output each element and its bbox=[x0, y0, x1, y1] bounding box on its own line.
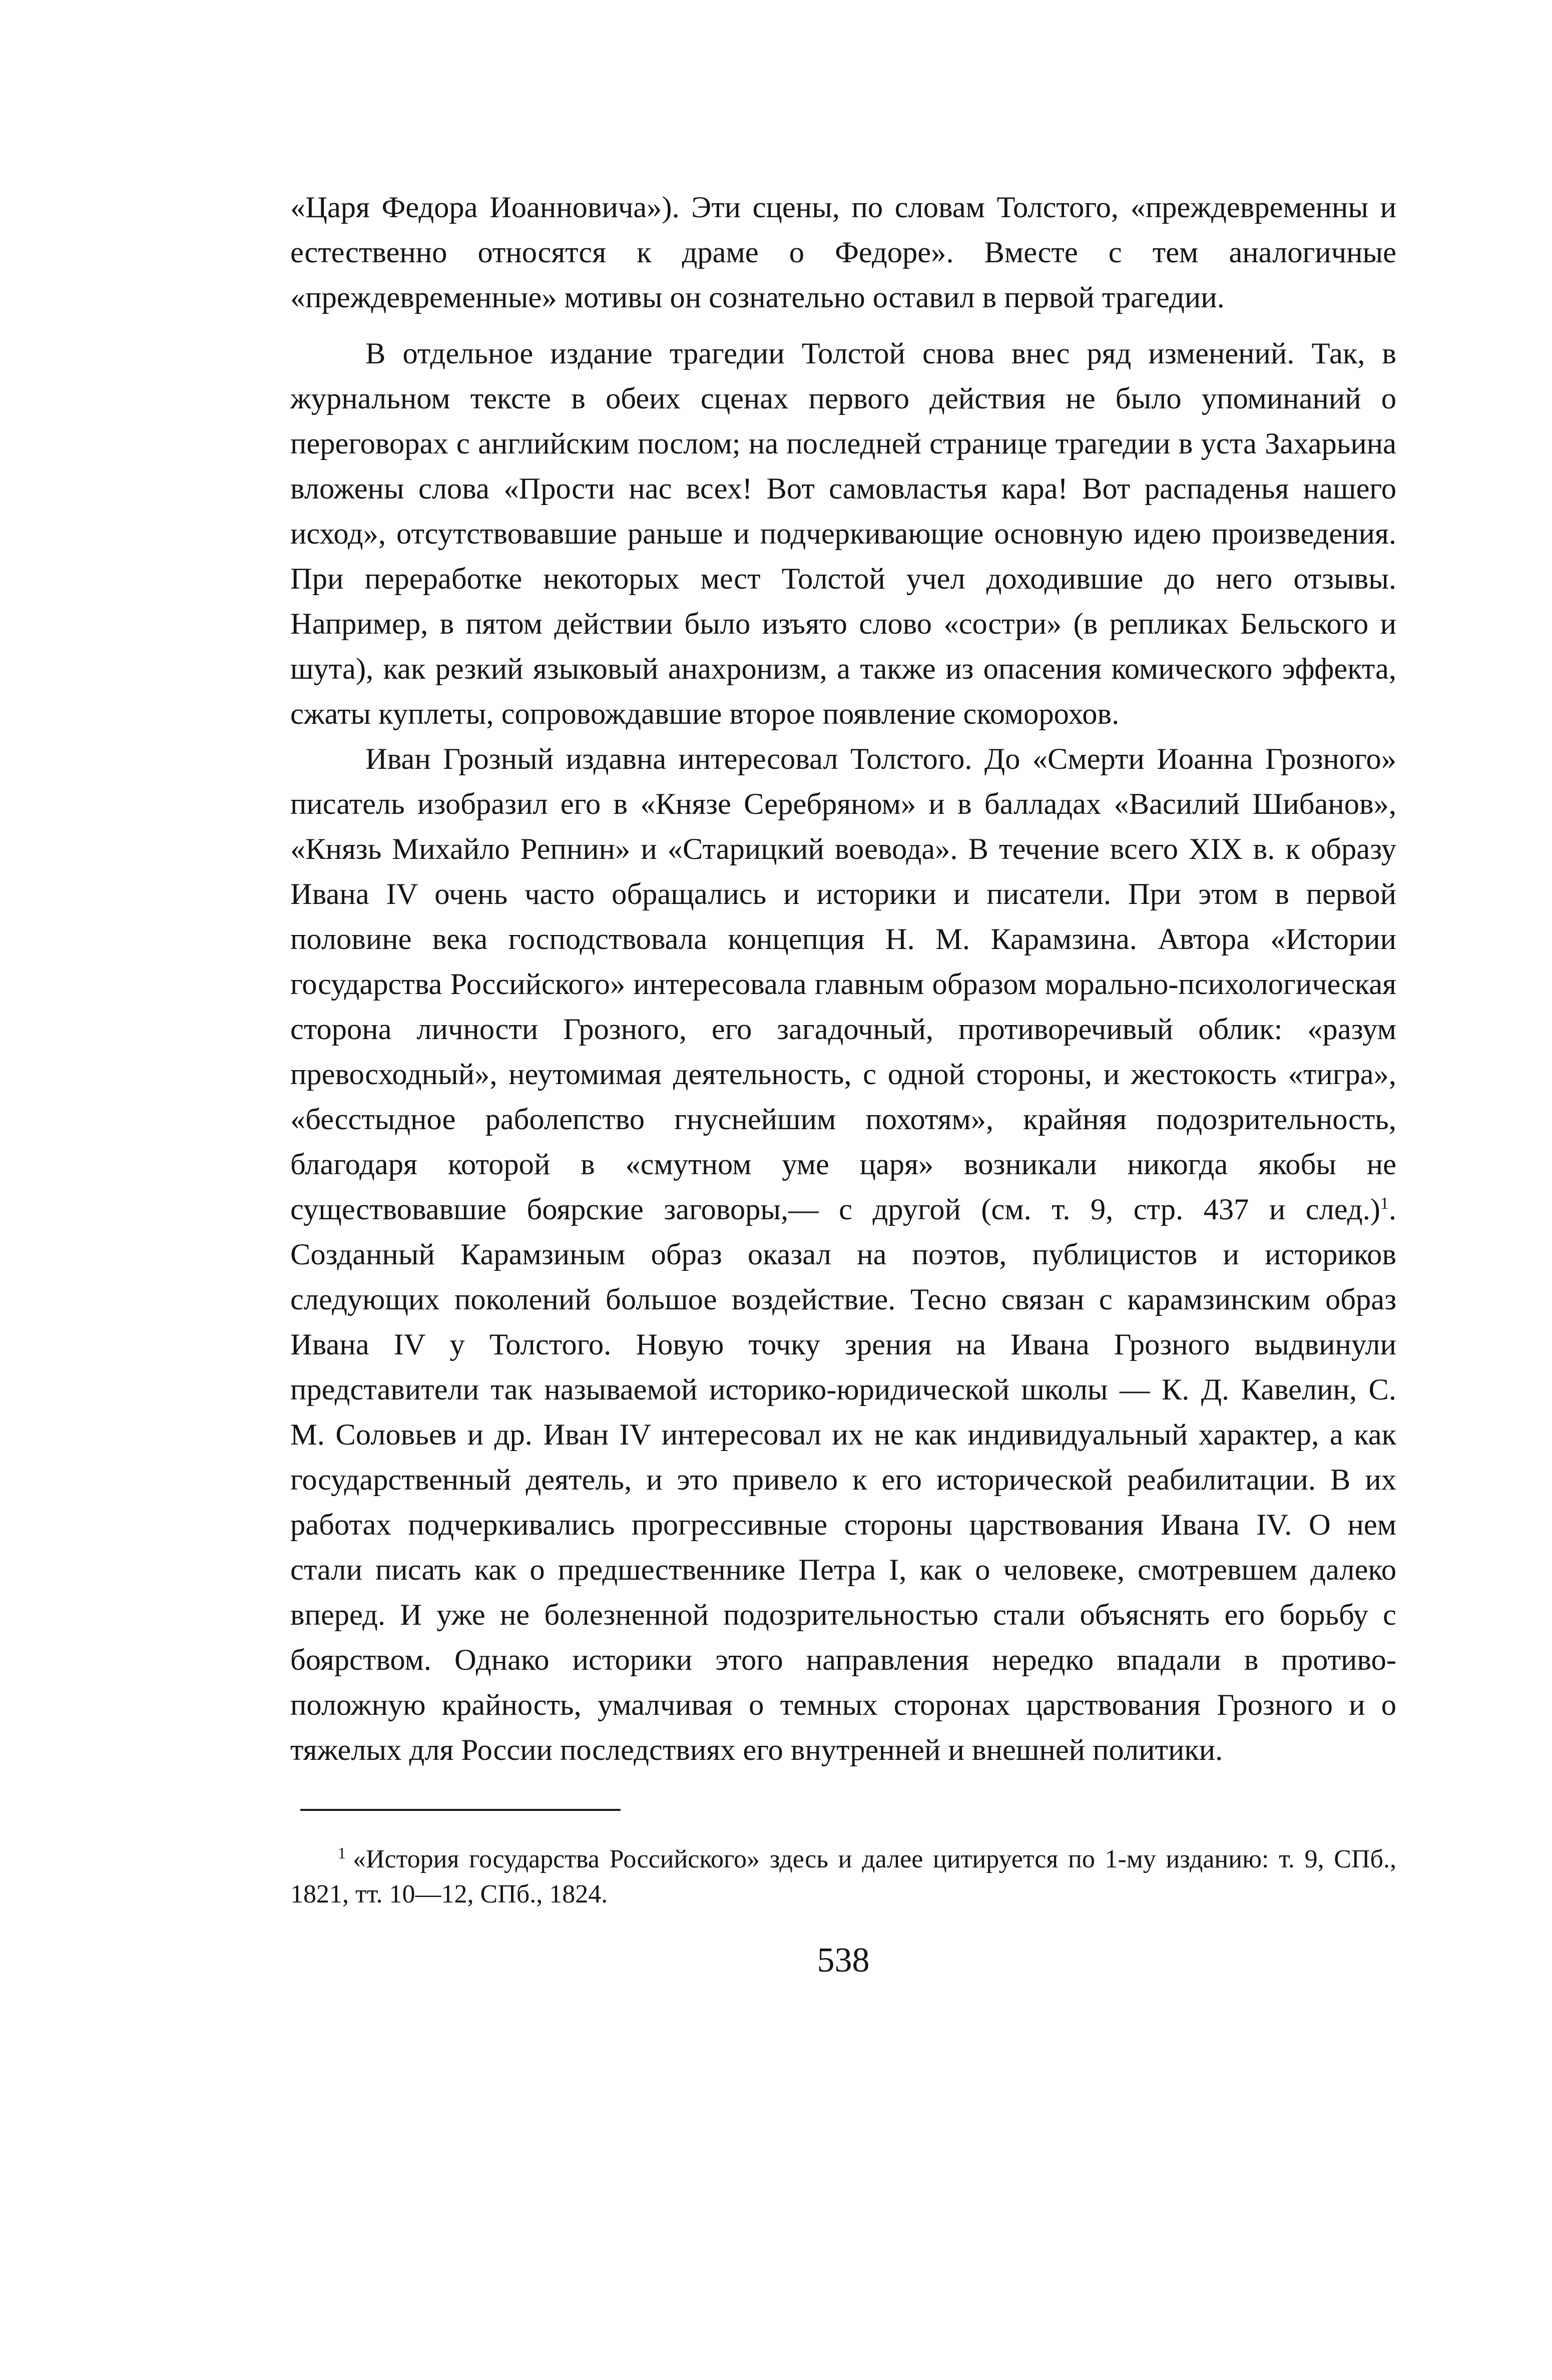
footnote-reference: 1 bbox=[1380, 1194, 1389, 1213]
paragraph-3-part-2: . Созданный Карамзиным образ оказал на поэтов, публицистов и историков следующих поколений большое воздействие. Тесно связан с карамзинским образ Ивана IV у Толстого. Новую точку зрения на Ивана Грозного выдвинули представители так называемой историко-юридической школы — К. Д. Кавелин, С. М. Соловьев и др. Иван IV интересовал их не как индивидуальный характер, а как государственный деятель, и это привело к его исторической реабилитации. В их работах подчеркивались прогрессивные стороны царствования Ивана IV. О нем стали писать как о предшественнике Петра I, как о человеке, смотревшем далеко вперед. И уже не болезненной подозрительностью стали объяснять его борьбу с боярством. Однако историки этого направления нередко впадали в противоположную крайность, умалчивая о темных сторонах царствования Грозного и о тяжелых для России последствиях его внутренней и внешней политики. bbox=[290, 1193, 1396, 1767]
footnote-divider bbox=[300, 1809, 621, 1811]
paragraph-3 bbox=[290, 737, 1396, 1773]
page-number: 538 bbox=[817, 1941, 870, 1980]
paragraph-1: «Царя Федора Иоанновича»). Эти сцены, по словам Толстого, «преждевременны и естественно относятся к драме о Федоре». Вместе с тем аналогичные «преждевременные» мотивы он сознательно оставил в первой трагедии. bbox=[290, 191, 1396, 314]
book-page bbox=[290, 185, 1396, 1983]
footnote-text: «История государства Российского» здесь и далее цитируется по 1-му изданию: т. 9, СПб., 1821, тт. 10—12, СПб., 1824. bbox=[290, 1845, 1396, 1909]
main-text bbox=[290, 185, 1396, 1773]
paragraph-3-part-1: Иван Грозный издавна интересовал Толстого. До «Смерти Иоанна Грозного» писатель изобразил его в «Князе Серебряном» и в балладах «Василий Шибанов», «Князь Михайло Репнин» и «Старицкий воевода». В течение всего XIX в. к образу Ивана IV очень часто обращались и историки и писатели. При этом в первой половине века господствовала концепция Н. М. Карамзина. Автора «Истории государства Российского» интересовала главным образом морально-психологическая сторона личности Грозного, его загадочный, противоречивый облик: «разум превосходный», неутомимая деятельность, с одной стороны, и жестокость «тигра», «бесстыдное раболепство гнуснейшим похотям», крайняя подозрительность, благодаря которой в «смутном уме царя» возникали никогда якобы не существовавшие боярские заговоры,— с другой (см. т. 9, стр. 437 и след.) bbox=[290, 742, 1396, 1226]
footnote bbox=[290, 1842, 1396, 1912]
paragraph-2: В отдельное издание трагедии Толстой снова внес ряд изменений. Так, в журнальном тексте в обеих сценах первого действия не было упоминаний о переговорах с английским послом; на последней странице трагедии в уста Захарьина вложены слова «Прости нас всех! Вот самовластья кара! Вот распаденья нашего исход», отсутствовавшие раньше и подчеркивающие основную идею произведения. При переработке некоторых мест Толстой учел доходившие до него отзывы. Например, в пятом действии было изъято слово «состри» (в репликах Бельского и шута), как резкий языковый анахронизм, а также из опасения комического эффекта, сжаты куплеты, сопровождавшие второе появление скоморохов. bbox=[290, 337, 1396, 731]
footnote-mark: 1 bbox=[338, 1843, 346, 1862]
